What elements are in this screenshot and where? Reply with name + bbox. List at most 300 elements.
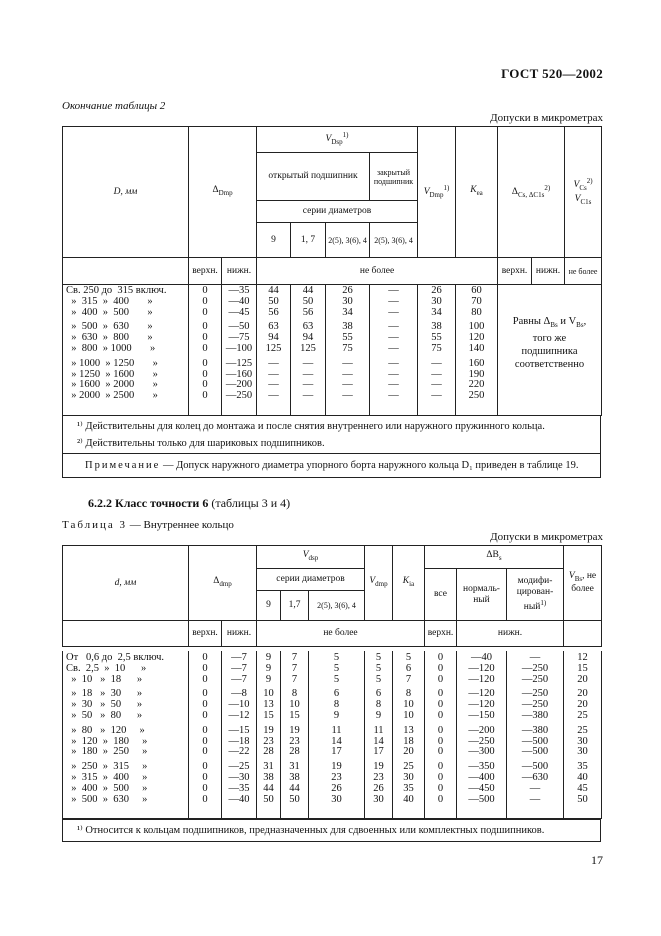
t2-cell-f: 75 — [431, 342, 442, 354]
col-s17 — [291, 284, 326, 415]
table-continuation-caption: Окончание таблицы 2 — [62, 100, 166, 112]
t3-cell-h: 0 — [437, 699, 444, 711]
col-vdmp-header: $V_{Dmp}^{1)}$ — [418, 127, 456, 258]
t3-col-vdmp-header: $V_{dmp}$ — [365, 546, 393, 621]
t3-cell-k: 40 — [577, 771, 588, 783]
t2-cell-g: 70 — [471, 295, 482, 307]
t3-cell-b: 31 — [289, 761, 300, 773]
t3-cell-b: 15 — [289, 709, 300, 721]
table2-footnotes — [62, 415, 601, 478]
t3-cell-f: 5 — [375, 673, 382, 685]
col-vcs-header: $V_{Cs}^{2)}$ $V_{C1s}$ — [565, 127, 602, 258]
t3-cell-c: 14 — [331, 735, 342, 747]
t3-cell-i: —400 — [468, 771, 495, 783]
t2-cell-d: » 1250 » 1600 » — [66, 368, 158, 380]
t3-cell-d: » 400 » 500 » — [66, 782, 148, 794]
t3-cell-low: —8 — [231, 688, 247, 700]
t3-not-more-label: не более — [257, 621, 425, 647]
t3-cell-j: —500 — [521, 735, 549, 747]
t2-cell-e: — — [388, 306, 399, 318]
t2-cell-d: » 315 » 400 » — [66, 295, 153, 307]
merged-equal-note: Равны $\Delta_{Bs}$ и $V_{Bs}$, того же подшипника соответственно — [498, 284, 602, 415]
t3-cell-b: 23 — [289, 735, 300, 747]
t2-cell-d: » 400 » 500 » — [66, 306, 153, 318]
t2-cell-a: — — [268, 379, 279, 391]
t2-cell-up: 0 — [202, 390, 208, 402]
t3-cell-k: 25 — [577, 724, 588, 736]
t3-cell-h: 0 — [437, 771, 444, 783]
t3-cell-f: 23 — [373, 771, 384, 783]
t3-cell-k: 12 — [577, 652, 588, 663]
table2-units: Допуски в микрометрах — [490, 112, 603, 124]
t3-cell-g: 40 — [403, 793, 414, 805]
t3-cell-i: —40 — [471, 652, 492, 663]
t3-cell-f: 11 — [373, 724, 384, 736]
t2-cell-f: 30 — [431, 295, 442, 307]
t3-series-9: 9 — [257, 591, 281, 621]
t2-cell-up: 0 — [202, 295, 208, 307]
t2-cell-e: — — [388, 368, 399, 380]
t3-cell-low: —10 — [228, 699, 250, 711]
t3-col-kia — [393, 651, 425, 818]
t3-cell-a: 44 — [263, 782, 274, 794]
t3-lower-label: нижн. — [222, 621, 257, 647]
t2-cell-g: 140 — [468, 342, 485, 354]
table2-footnote-2: ²⁾ Действительны только для шариковых подшипников. — [63, 435, 601, 454]
t2-cell-f: — — [431, 368, 442, 380]
t3-cell-up: 0 — [202, 793, 208, 805]
t3-cell-d: » 120 » 180 » — [66, 735, 148, 747]
t2-cell-a: 63 — [268, 321, 279, 333]
t2-cell-a: 125 — [265, 342, 282, 354]
series-9: 9 — [257, 223, 291, 258]
t3-cell-j: — — [529, 782, 541, 794]
t2-cell-c: 34 — [342, 306, 353, 318]
t3-cell-low: —25 — [228, 761, 250, 773]
t3-cell-low: —40 — [228, 793, 250, 805]
empty-cell — [63, 258, 189, 285]
t3-cell-k: 25 — [577, 709, 588, 721]
t3-cell-f: 5 — [375, 652, 382, 663]
t3-cell-a: 10 — [263, 688, 274, 700]
t3-cell-up: 0 — [202, 652, 208, 663]
t3-cell-low: —22 — [228, 746, 250, 758]
t3-cell-g: 10 — [403, 709, 414, 721]
t2-cell-e: — — [388, 342, 399, 354]
t3-col-vbs — [564, 651, 602, 818]
col-d-header: D, мм — [63, 127, 189, 258]
t3-col-d — [63, 651, 189, 818]
col-s234 — [326, 284, 370, 415]
t3-cell-a: 23 — [263, 735, 274, 747]
section-heading: 6.2.2 Класс точности 6 (таблицы 3 и 4) — [88, 496, 291, 510]
t2-cell-g: 80 — [471, 306, 482, 318]
t2-cell-a: — — [268, 368, 279, 380]
t3-col-vdsp-header: $V_{dsp}$ — [257, 546, 365, 569]
t3-upper-label-2: верхн. — [425, 621, 457, 647]
t3-cell-c: 11 — [331, 724, 342, 736]
t3-cell-g: 5 — [405, 652, 412, 663]
t2-cell-low: —45 — [228, 306, 250, 318]
t3-cell-g: 20 — [403, 746, 414, 758]
t3-col-s9 — [257, 651, 281, 818]
t2-cell-e: — — [388, 321, 399, 333]
t3-cell-low: —7 — [231, 662, 247, 674]
col-d — [63, 284, 189, 415]
t3-cell-h: 0 — [437, 652, 444, 663]
t2-cell-up: 0 — [202, 368, 208, 380]
lower-label: нижн. — [222, 258, 257, 285]
t3-cell-j: —250 — [521, 662, 549, 674]
t3-cell-c: 23 — [331, 771, 342, 783]
t2-cell-low: —35 — [228, 285, 250, 296]
t3-cell-c: 30 — [331, 793, 342, 805]
t3-cell-low: —18 — [228, 735, 250, 747]
table2-body — [62, 284, 602, 416]
table3-units: Допуски в микрометрах — [490, 531, 603, 543]
t2-cell-low: —100 — [225, 342, 253, 354]
t2-cell-f: — — [431, 390, 442, 402]
t3-cell-i: —150 — [468, 709, 495, 721]
t2-cell-low: —50 — [228, 321, 250, 333]
table3-body — [62, 651, 602, 819]
t2-cell-f: 38 — [431, 321, 442, 333]
t2-cell-up: 0 — [202, 379, 208, 391]
t2-cell-low: —200 — [225, 379, 253, 391]
t3-cell-c: 8 — [333, 699, 340, 711]
t2-cell-c: 55 — [342, 332, 353, 344]
lower-label-2: нижн. — [532, 258, 565, 285]
t3-cell-f: 30 — [373, 793, 384, 805]
closed-bearing-header: закрытый подшипник — [370, 153, 418, 201]
t3-cell-j: — — [529, 652, 541, 663]
t3-cell-k: 30 — [577, 746, 588, 758]
t3-cell-j: —250 — [521, 699, 549, 711]
t3-cell-low: —7 — [231, 673, 247, 685]
col-kea-header: $K_{ea}$ — [456, 127, 498, 258]
col-s9 — [257, 284, 291, 415]
t3-cell-f: 9 — [375, 709, 382, 721]
t3-cell-g: 25 — [403, 761, 414, 773]
t2-cell-g: 250 — [468, 390, 485, 402]
upper-label: верхн. — [189, 258, 222, 285]
t2-cell-low: —40 — [228, 295, 250, 307]
t3-cell-f: 26 — [373, 782, 384, 794]
series-2-3-4: 2(5), 3(6), 4 — [326, 223, 370, 258]
col-upper — [189, 284, 222, 415]
t3-col-vdmp — [365, 651, 393, 818]
t3-cell-j: —500 — [521, 746, 549, 758]
t2-cell-up: 0 — [202, 321, 208, 333]
t3-cell-i: —500 — [468, 793, 495, 805]
col-closed — [370, 284, 418, 415]
t2-cell-a: 50 — [268, 295, 279, 307]
t3-cell-k: 20 — [577, 673, 588, 685]
t3-cell-f: 6 — [375, 688, 382, 700]
t3-cell-j: —380 — [521, 724, 549, 736]
t3-cell-d: » 10 » 18 » — [66, 673, 143, 685]
t3-series-2-3-4: 2(5), 3(6), 4 — [309, 591, 365, 621]
t3-cell-h: 0 — [437, 662, 444, 674]
t2-cell-up: 0 — [202, 285, 208, 296]
t3-cell-c: 19 — [331, 761, 342, 773]
t3-series-1-7: 1,7 — [281, 591, 309, 621]
t3-cell-i: —350 — [468, 761, 495, 773]
t2-cell-g: 60 — [471, 285, 482, 296]
t3-cell-i: —250 — [468, 735, 495, 747]
t2-cell-d: » 1000 » 1250 » — [66, 357, 158, 369]
t3-cell-b: 7 — [291, 673, 298, 685]
t3-cell-k: 20 — [577, 699, 588, 711]
t3-col-delta-dmp-header: $\Delta_{dmp}$ — [189, 546, 257, 621]
t3-normal-header: нормаль-ный — [457, 569, 507, 621]
t2-cell-e: — — [388, 332, 399, 344]
t3-col-upper — [189, 651, 222, 818]
t2-cell-c: 75 — [342, 342, 353, 354]
t3-diameter-series-header: серии диаметров — [257, 569, 365, 591]
t3-cell-low: —12 — [228, 709, 250, 721]
t3-col-lower — [222, 651, 257, 818]
t2-cell-c: — — [342, 368, 353, 380]
t3-cell-c: 5 — [333, 673, 340, 685]
t3-cell-h: 0 — [437, 761, 444, 773]
col-kea — [456, 284, 498, 415]
t3-cell-k: 15 — [577, 662, 588, 674]
t2-cell-g: 120 — [468, 332, 485, 344]
t3-cell-h: 0 — [437, 724, 444, 736]
t3-cell-j: —630 — [521, 771, 549, 783]
t3-cell-up: 0 — [202, 735, 208, 747]
t3-cell-c: 6 — [333, 688, 340, 700]
t3-cell-g: 30 — [403, 771, 414, 783]
t3-empty-cell — [63, 621, 189, 647]
t3-cell-up: 0 — [202, 688, 208, 700]
t2-cell-b: 50 — [302, 295, 314, 307]
t3-cell-up: 0 — [202, 699, 208, 711]
t2-cell-e: — — [388, 390, 399, 402]
t3-cell-d: » 50 » 80 » — [66, 709, 143, 721]
t3-cell-k: 50 — [577, 793, 588, 805]
t3-cell-b: 19 — [289, 724, 300, 736]
t3-cell-c: 5 — [333, 662, 340, 674]
t2-cell-f: 55 — [431, 332, 442, 344]
t3-cell-g: 10 — [403, 699, 414, 711]
t3-cell-a: 38 — [263, 771, 274, 783]
t3-col-delta-bs-header: $\Delta B_s$ — [425, 546, 564, 569]
t2-cell-e: — — [388, 285, 399, 296]
table3-caption: Таблица 3 — Внутреннее кольцо — [62, 519, 234, 531]
t3-cell-up: 0 — [202, 746, 208, 758]
t3-cell-b: 28 — [289, 746, 300, 758]
t2-cell-b: 94 — [302, 332, 314, 344]
t3-cell-a: 50 — [263, 793, 274, 805]
t3-cell-h: 0 — [437, 735, 444, 747]
t3-cell-up: 0 — [202, 662, 208, 674]
series-1-7: 1, 7 — [291, 223, 326, 258]
t3-cell-up: 0 — [202, 709, 208, 721]
t2-cell-g: 100 — [468, 321, 485, 333]
t3-empty-cell-2 — [564, 621, 602, 647]
t3-cell-i: —300 — [468, 746, 495, 758]
t2-cell-d: » 500 » 630 » — [66, 321, 153, 333]
t2-cell-up: 0 — [202, 306, 208, 318]
t2-cell-d: » 1600 » 2000 » — [66, 379, 158, 391]
t2-cell-b: 44 — [302, 285, 314, 296]
t3-cell-d: » 250 » 315 » — [66, 761, 148, 773]
t3-lower-label-2: нижн. — [457, 621, 564, 647]
t3-cell-b: 44 — [289, 782, 300, 794]
t2-cell-c: 26 — [342, 285, 353, 296]
t2-cell-f: 34 — [431, 306, 442, 318]
table3-header — [62, 545, 602, 647]
t3-cell-j: — — [529, 793, 541, 805]
standard-number: ГОСТ 520—2002 — [501, 66, 603, 81]
t3-cell-f: 17 — [373, 746, 384, 758]
t3-cell-b: 38 — [289, 771, 300, 783]
t3-cell-d: » 80 » 120 » — [66, 724, 145, 736]
t3-cell-h: 0 — [437, 673, 444, 685]
t2-cell-a: 56 — [268, 306, 279, 318]
t2-cell-f: — — [431, 379, 442, 391]
t3-cell-a: 9 — [265, 673, 272, 685]
t2-cell-low: —125 — [225, 357, 253, 369]
t3-cell-c: 5 — [333, 652, 340, 663]
t3-cell-up: 0 — [202, 673, 208, 685]
t2-cell-a: — — [268, 390, 279, 402]
table2-footnote-1: ¹⁾ Действительны для колец до монтажа и после снятия внутреннего или наружного пружинного кольца. — [63, 416, 601, 436]
t3-cell-a: 15 — [263, 709, 274, 721]
t2-cell-low: —250 — [225, 390, 253, 402]
t3-cell-k: 30 — [577, 735, 588, 747]
t3-cell-a: 31 — [263, 761, 274, 773]
t3-cell-b: 7 — [291, 662, 298, 674]
col-delta-cs-header: $\Delta_{Cs, \Delta C1s}^{2)}$ — [498, 127, 565, 258]
t3-cell-g: 7 — [405, 673, 412, 685]
t3-cell-j: —500 — [521, 761, 549, 773]
t3-all-header: все — [425, 569, 457, 621]
t3-cell-k: 35 — [577, 761, 588, 773]
t3-cell-h: 0 — [437, 709, 444, 721]
t3-col-s234 — [309, 651, 365, 818]
t2-cell-c: — — [342, 390, 353, 402]
t3-cell-b: 8 — [291, 688, 298, 700]
t3-cell-up: 0 — [202, 782, 208, 794]
table3-footnotes — [62, 819, 601, 842]
t2-cell-f: — — [431, 357, 442, 369]
t3-cell-d: » 18 » 30 » — [66, 688, 143, 700]
t3-cell-up: 0 — [202, 724, 208, 736]
t2-cell-up: 0 — [202, 357, 208, 369]
col-delta-dmp-header: $\Delta_{Dmp}$ — [189, 127, 257, 258]
t2-cell-d: Св. 250 до 315 включ. — [66, 285, 167, 296]
t2-cell-low: —160 — [225, 368, 253, 380]
t2-cell-e: — — [388, 379, 399, 391]
t3-col-all — [425, 651, 457, 818]
t3-cell-low: —7 — [231, 652, 247, 663]
t3-cell-i: —120 — [468, 699, 495, 711]
t3-cell-i: —450 — [468, 782, 495, 794]
diameter-series-header: серии диаметров — [257, 201, 418, 223]
t2-cell-b: — — [302, 379, 314, 391]
t2-cell-d: » 2000 » 2500 » — [66, 390, 158, 402]
t3-cell-d: Св. 2,5 » 10 » — [66, 662, 147, 674]
t3-cell-a: 9 — [265, 662, 272, 674]
not-more-label-2: не более — [565, 258, 602, 285]
table2-header — [62, 126, 602, 285]
t3-col-d-header: d, мм — [63, 546, 189, 621]
t2-cell-b: 125 — [300, 342, 316, 354]
t2-cell-d: » 630 » 800 » — [66, 332, 153, 344]
t3-col-kia-header: $K_{ia}$ — [393, 546, 425, 621]
t2-cell-up: 0 — [202, 332, 208, 344]
t3-cell-b: 7 — [291, 652, 298, 663]
t3-modified-header: модифи-цирован-ный$^{1)}$ — [507, 569, 564, 621]
t3-cell-b: 50 — [289, 793, 300, 805]
table2-note: Примечание — Допуск наружного диаметра упорного борта наружного кольца D₁ приведен в таблице 19. — [63, 454, 601, 478]
t3-col-vbs-header: $V_{Bs}$, не более — [564, 546, 602, 621]
t2-cell-c: — — [342, 357, 353, 369]
t3-cell-g: 18 — [403, 735, 414, 747]
t3-cell-h: 0 — [437, 793, 444, 805]
page-number: 17 — [591, 853, 603, 867]
t3-cell-k: 20 — [577, 688, 588, 700]
t3-cell-i: —120 — [468, 688, 495, 700]
t3-cell-h: 0 — [437, 746, 444, 758]
t3-cell-f: 19 — [373, 761, 384, 773]
t2-cell-d: » 800 » 1000 » — [66, 342, 156, 354]
t2-cell-up: 0 — [202, 342, 208, 354]
table3-footnote-1: ¹⁾ Относится к кольцам подшипников, предназначенных для сдвоенных или комплектных подшипников. — [63, 820, 601, 842]
t3-cell-a: 19 — [263, 724, 274, 736]
t3-cell-j: —250 — [521, 673, 549, 685]
t3-cell-a: 13 — [263, 699, 274, 711]
t3-cell-low: —30 — [228, 771, 250, 783]
t3-cell-i: —200 — [468, 724, 495, 736]
t2-cell-g: 190 — [468, 368, 485, 380]
t2-cell-a: — — [268, 357, 279, 369]
not-more-label: не более — [257, 258, 498, 285]
t3-col-modified — [507, 651, 564, 818]
t2-cell-f: 26 — [431, 285, 442, 296]
t2-cell-c: 30 — [342, 295, 353, 307]
t3-cell-k: 45 — [577, 782, 588, 794]
t3-cell-i: —120 — [468, 662, 495, 674]
t3-cell-d: » 30 » 50 » — [66, 699, 143, 711]
t3-cell-low: —15 — [228, 724, 250, 736]
series-2-3-4-closed: 2(5), 3(6), 4 — [370, 223, 418, 258]
t3-col-s17 — [281, 651, 309, 818]
t3-cell-f: 5 — [375, 662, 382, 674]
t3-cell-i: —120 — [468, 673, 495, 685]
t3-cell-b: 10 — [289, 699, 300, 711]
t3-cell-d: » 180 » 250 » — [66, 746, 148, 758]
t2-cell-c: 38 — [342, 321, 353, 333]
t3-cell-g: 13 — [403, 724, 414, 736]
t3-cell-h: 0 — [437, 782, 444, 794]
t3-cell-up: 0 — [202, 771, 208, 783]
t2-cell-e: — — [388, 357, 399, 369]
t2-cell-c: — — [342, 379, 353, 391]
t3-cell-a: 28 — [263, 746, 274, 758]
t2-cell-low: —75 — [228, 332, 250, 344]
t2-cell-g: 220 — [468, 379, 485, 391]
col-vdsp-header: $V_{Dsp}^{1)}$ — [257, 127, 418, 153]
col-vdmp — [418, 284, 456, 415]
t3-cell-h: 0 — [437, 688, 444, 700]
t2-cell-b: 63 — [302, 321, 314, 333]
t3-cell-j: —380 — [521, 709, 549, 721]
t3-cell-a: 9 — [265, 652, 272, 663]
